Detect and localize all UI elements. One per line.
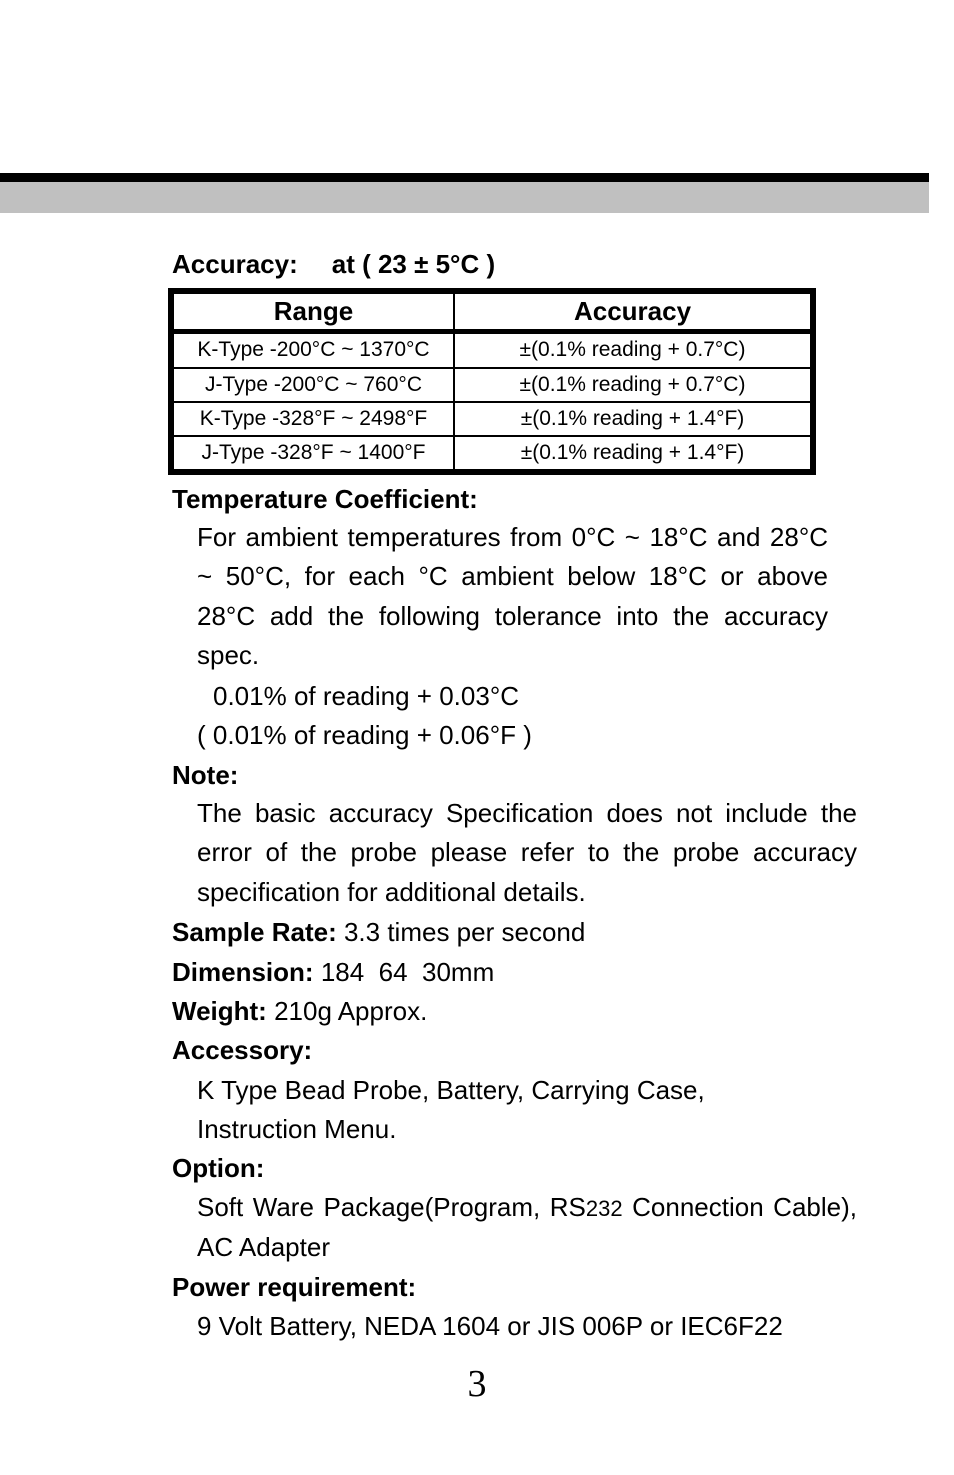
accuracy-cell: ±(0.1% reading + 0.7°C) [454, 368, 813, 402]
sample-rate-value: 3.3 times per second [343, 917, 586, 947]
header-gray-band [0, 182, 929, 213]
accuracy-cell: ±(0.1% reading + 1.4°F) [454, 402, 813, 436]
accuracy-cell: ±(0.1% reading + 1.4°F) [454, 436, 813, 472]
power-heading: Power requirement: [172, 1272, 417, 1302]
accuracy-label: Accuracy: [172, 249, 298, 279]
option-text-before: Soft Ware Package(Program, RS [197, 1192, 586, 1222]
note-heading: Note: [172, 760, 239, 790]
accessory-line-2: Instruction Menu. [197, 1114, 397, 1144]
power-value: 9 Volt Battery, NEDA 1604 or JIS 006P or IEC6F22 [197, 1311, 783, 1341]
dimension-line [172, 957, 494, 987]
table-row [171, 402, 813, 436]
dimension-label: Dimension: [172, 957, 314, 987]
accessory-heading: Accessory: [172, 1035, 313, 1065]
header-accuracy: Accuracy [454, 291, 813, 332]
sample-rate-label: Sample Rate: [172, 917, 337, 947]
option-heading: Option: [172, 1153, 265, 1183]
accuracy-cell: ±(0.1% reading + 0.7°C) [454, 332, 813, 368]
option-text-after: Connection Cable), AC Adapter [197, 1192, 857, 1263]
header-black-rule [0, 173, 929, 182]
accessory-line-1: K Type Bead Probe, Battery, Carrying Case, [197, 1075, 705, 1105]
header-range: Range [171, 291, 454, 332]
weight-label: Weight: [172, 996, 267, 1026]
formula-fahrenheit: ( 0.01% of reading + 0.06°F ) [197, 720, 532, 750]
table-row [171, 332, 813, 368]
table-header-row [171, 291, 813, 332]
table-row [171, 368, 813, 402]
weight-value: 210g Approx. [274, 996, 428, 1026]
formula-celsius: 0.01% of reading + 0.03°C [213, 681, 519, 711]
temp-coefficient-heading: Temperature Coefficient: [172, 484, 478, 514]
range-cell: J-Type -200°C ~ 760°C [171, 368, 454, 402]
temp-coefficient-text: For ambient temperatures from 0°C ~ 18°C and 28°C ~ 50°C, for each °C ambient below 18°C or above 28°C add the following tolerance into the accuracy spec. [197, 522, 828, 671]
range-cell: K-Type -200°C ~ 1370°C [171, 332, 454, 368]
sample-rate-line [172, 917, 585, 947]
option-text-small: 232 [585, 1196, 623, 1221]
note-text: The basic accuracy Specification does not include the error of the probe please refer to the probe accuracy specification for additional details. [197, 798, 857, 907]
range-cell: J-Type -328°F ~ 1400°F [171, 436, 454, 472]
range-cell: K-Type -328°F ~ 2498°F [171, 402, 454, 436]
table-row [171, 436, 813, 472]
option-text [197, 1188, 857, 1268]
accuracy-heading [172, 249, 495, 279]
weight-line [172, 996, 427, 1026]
accuracy-table [168, 288, 816, 475]
page-number: 3 [467, 1363, 487, 1405]
dimension-value: 184 64 30mm [320, 957, 495, 987]
accuracy-condition: at ( 23 ± 5°C ) [331, 249, 496, 279]
